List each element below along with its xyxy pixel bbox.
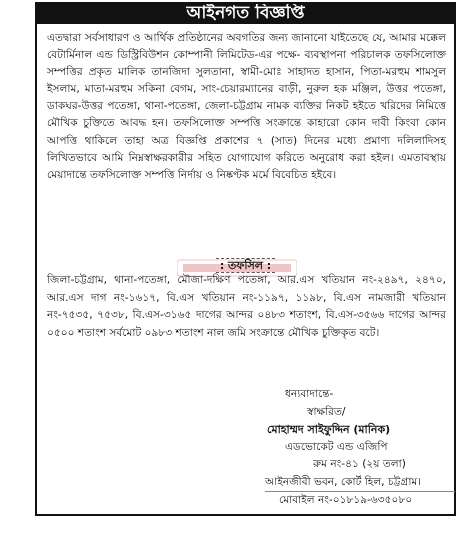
signed-text: স্বাক্ষরিত/ <box>307 405 346 418</box>
signatory-name: মোহাম্মদ সাইফুদ্দিন (মানিক) <box>267 423 391 436</box>
notice-body: এতদ্বারা সর্বসাধারণ ও আর্থিক প্রতিষ্ঠানের অবগতির জন্য জানানো যাইতেছে যে, আমার মক্কেল বেটার্মিনাল এন্ড ডিস্ট্রিবিউশন কোম্পানী লিমিটেড-এর পক্ষে- ব্যবস্থাপনা পরিচালক তফসিলোক্ত সম্পত্তির প্রকৃত মালিক তানজিদা সুলতানা, স্বামী-মোঃ সাহাদত হাসান, পিতা-মরহুম শামসুল ইসলাম, মাতা-মরহুম সকিনা বেগম, সাং-চেয়ারম্যানের বাড়ী, নুরুল হক মঞ্জিল, উত্তর পতেঙ্গা, ডাকঘর-উত্তর পতেঙ্গা, থানা-পতেঙ্গা, জেলা-চট্টগ্রাম নামক ব্যক্তির নিকট হইতে খরিদের নিমিত্তে মৌখিক চুক্তিতে আবদ্ধ হন। তফসিলোক্ত সম্পত্তি সংক্রান্তে কাহারো কোন দাবী কিংবা কোন আপত্তি থাকিলে তাহা অত্র বিজ্ঞপ্তি প্রকাশের ৭ (সাত) দিনের মধ্যে প্রমাণ্য দলিলাদিসহ লিখিতভাবে আমি নিম্নস্বাক্ষরকারীর সহিত যোগাযোগ করিতে অনুরোধ করা হইল। এমতাবস্থায় মেয়াদান্তে তফসিলোক্ত সম্পত্তি নির্দায় ও নিষ্কণ্টক মর্মে বিবেচিত হইবে। <box>47 32 446 181</box>
schedule-text: জিলা-চট্টগ্রাম, থানা-পতেঙ্গা, মৌজা-দক্ষিণ পতেঙ্গা, আর.এস খতিয়ান নং-২৪৯৭, ২৪৭০, আর.এস দাগ নং-১৬১৭, বি.এস খতিয়ান নং-১১৯৭, ১১৯৮, বি.এস নামজারী খতিয়ান নং-৭৫৩৫, ৭৫৩৮, বি.এস-৩১৬৫ দাগের আন্দর ০৪৮৩ শতাংশ, বি.এস-৩৫৬৬ দাগের আন্দর ০৫০০ শতাংশ সর্বমোট ০৯৮৩ শতাংশ নাল জমি সংক্রান্তে মৌখিক চুক্তিকৃত বটে। <box>47 274 446 339</box>
signature-block <box>265 386 455 510</box>
signatory-room: রুম নং-৪১ (২য় তলা) <box>313 458 406 470</box>
closing-text: ধন্যবাদান্তে- <box>285 388 334 400</box>
legal-notice <box>35 2 456 516</box>
schedule-heading: : তফসিল : <box>37 257 454 276</box>
signatory-designation: এডভোকেট এন্ড এজিপি <box>285 440 388 453</box>
notice-title: আইনগত বিজ্ঞপ্তি <box>37 4 454 24</box>
signatory-mobile: মোবাইল নং-০১৮১৯-৬৩৫০৮০ <box>265 491 455 510</box>
signatory-address: আইনজীবী ভবন, কোর্ট হিল, চট্টগ্রাম। <box>265 475 422 488</box>
